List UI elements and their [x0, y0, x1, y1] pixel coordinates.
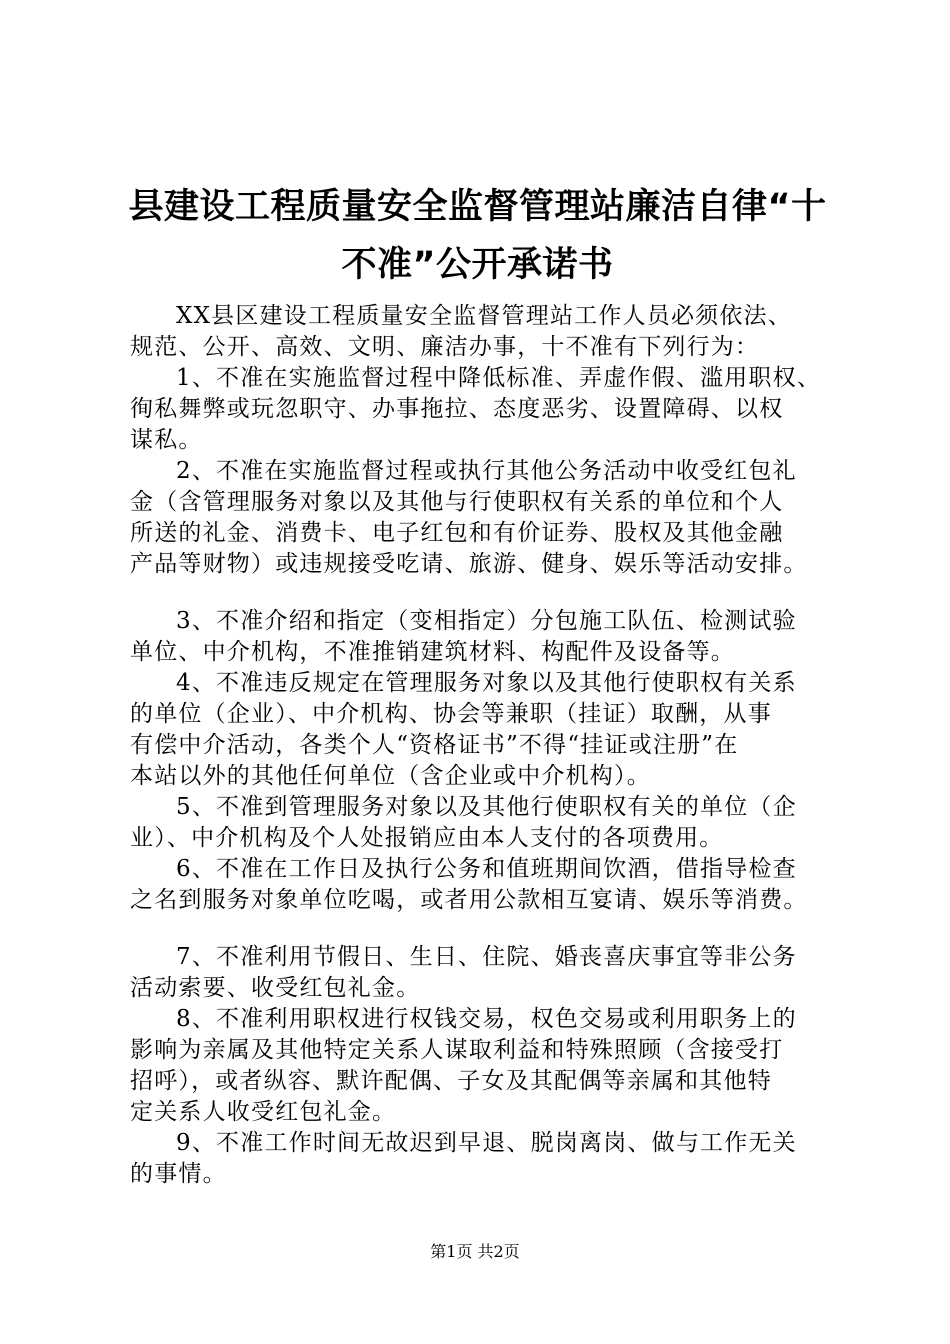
- item-8-line-1: 8、不准利用职权进行权钱交易，权色交易或利用职务上的: [176, 1006, 797, 1032]
- page-title-line-2: 不准”公开承诺书: [341, 245, 614, 285]
- item-1-line-3: 谋私。: [130, 427, 203, 453]
- item-2-line-3: 所送的礼金、消费卡、电子红包和有价证券、股权及其他金融: [130, 520, 784, 546]
- item-4-line-2: 的单位（企业）、中介机构、协会等兼职（挂证）取酬，从事: [130, 701, 772, 727]
- item-1-line-2: 徇私舞弊或玩忽职守、办事拖拉、态度恶劣、设置障碍、以权: [130, 396, 784, 422]
- item-8-line-4: 定关系人收受红包礼金。: [130, 1099, 397, 1125]
- item-4-line-3: 有偿中介活动，各类个人“资格证书”不得“挂证或注册”在: [130, 732, 739, 758]
- item-5-line-2: 业）、中介机构及个人处报销应由本人支付的各项费用。: [130, 825, 724, 851]
- item-4-line-4: 本站以外的其他任何单位（含企业或中介机构）。: [130, 763, 651, 789]
- item-3-line-1: 3、不准介绍和指定（变相指定）分包施工队伍、检测试验: [176, 608, 797, 634]
- item-1-line-1: 1、不准在实施监督过程中降低标准、弄虚作假、滥用职权、: [176, 365, 822, 391]
- page-footer: 第1页 共2页: [430, 1242, 520, 1261]
- intro-line-1: XX县区建设工程质量安全监督管理站工作人员必须依法、: [176, 303, 792, 329]
- item-2-line-2: 金（含管理服务对象以及其他与行使职权有关系的单位和个人: [130, 489, 784, 515]
- item-7-line-2: 活动索要、收受红包礼金。: [130, 975, 421, 1001]
- item-6-line-2: 之名到服务对象单位吃喝，或者用公款相互宴请、娱乐等消费。: [130, 887, 808, 913]
- page-title-line-1: 县建设工程质量安全监督管理站廉洁自律“十: [128, 187, 827, 227]
- item-9-line-1: 9、不准工作时间无故迟到早退、脱岗离岗、做与工作无关: [176, 1130, 797, 1156]
- item-9-line-2: 的事情。: [130, 1161, 227, 1187]
- item-8-line-3: 招呼），或者纵容、默许配偶、子女及其配偶等亲属和其他特: [130, 1068, 772, 1094]
- item-2-line-4: 产品等财物）或违规接受吃请、旅游、健身、娱乐等活动安排。: [130, 551, 808, 577]
- item-5-line-1: 5、不准到管理服务对象以及其他行使职权有关的单位（企: [176, 794, 797, 820]
- item-7-line-1: 7、不准利用节假日、生日、住院、婚丧喜庆事宜等非公务: [176, 944, 797, 970]
- intro-line-2: 规范、公开、高效、文明、廉洁办事，十不准有下列行为：: [130, 334, 760, 360]
- item-4-line-1: 4、不准违反规定在管理服务对象以及其他行使职权有关系: [176, 670, 797, 696]
- item-2-line-1: 2、不准在实施监督过程或执行其他公务活动中收受红包礼: [176, 458, 797, 484]
- item-8-line-2: 影响为亲属及其他特定关系人谋取利益和特殊照顾（含接受打: [130, 1037, 784, 1063]
- item-6-line-1: 6、不准在工作日及执行公务和值班期间饮酒，借指导检查: [176, 856, 797, 882]
- item-3-line-2: 单位、中介机构，不准推销建筑材料、构配件及设备等。: [130, 639, 735, 665]
